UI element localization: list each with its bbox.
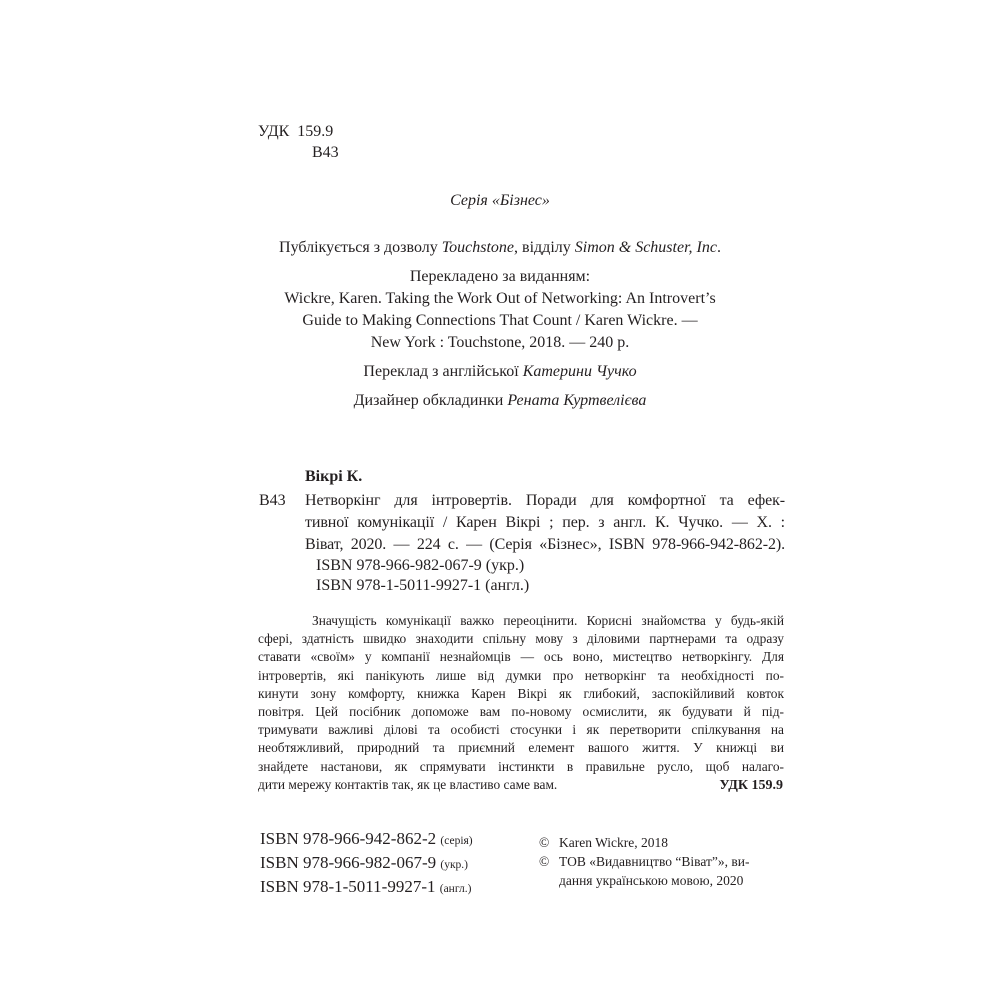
catalog-isbn-block (316, 556, 529, 596)
annotation-line: інтровертів, які панікують лише від думки про нетворкінг та необхідності по- (258, 667, 784, 683)
publisher-name: Touchstone (441, 239, 515, 256)
catalog-line: Віват, 2020. — 224 с. — (Серія «Бізнес», ISBN 978-966-942-862-2). (305, 536, 785, 553)
original-heading: Перекладено за виданням: (409, 268, 591, 285)
annotation-line: сфері, здатність швидко знаходити спільну мову з діловими партнерами та одразу (258, 631, 784, 647)
annotation-line: Значущість комунікації важко переоцінити. Корисні знайомства у будь-якій (312, 613, 784, 628)
permission-suffix: . (716, 239, 721, 256)
isbn-entry (260, 828, 473, 852)
isbn-entry (260, 876, 473, 900)
original-line: Wickre, Karen. Taking the Work Out of Networking: An Introvert’s (284, 290, 716, 307)
isbn-note: (укр.) (440, 859, 469, 871)
copyright-line: дання українською мовою, 2020 (559, 873, 744, 888)
translator-name: Катерини Чучко (522, 363, 637, 380)
permission-middle: , відділу (514, 239, 575, 256)
copyright-symbol: © (539, 835, 550, 850)
permission-prefix: Публікується з дозволу (279, 239, 442, 256)
isbn-note: (серія) (440, 835, 473, 847)
catalog-isbn-eng: ISBN 978-1-5011-9927-1 (англ.) (316, 577, 530, 594)
catalog-author: Вікрі К. (305, 468, 363, 485)
annotation-line: дити мережу контактів так, як це властиво саме вам. (258, 776, 558, 792)
annotation-line: ставати «своїм» у компанії незнайомців — ось воно, мистецтво нетворкінгу. Для (258, 649, 784, 665)
publication-permission (0, 237, 1000, 258)
original-line: Guide to Making Connections That Count / Karen Wickre. — (302, 312, 698, 329)
copyright-line: Karen Wickre, 2018 (559, 835, 669, 850)
division-name: Simon & Schuster, Inc (574, 239, 717, 256)
udk-footer: УДК 159.9 (719, 778, 783, 793)
isbn-number: ISBN 978-1-5011-9927-1 (260, 877, 436, 896)
annotation-line: повітря. Цей посібник допоможе вам по-новому осмислити, як будувати й під- (258, 704, 784, 720)
udk-label: УДК (258, 123, 290, 140)
isbn-entry (260, 852, 473, 876)
translator-prefix: Переклад з англійської (363, 363, 523, 380)
annotation-line: тримувати важливі ділові та особисті стосунки і як перетворити спілкування на (258, 722, 784, 738)
designer-name: Рената Куртвелієва (507, 392, 647, 409)
isbn-list (260, 828, 473, 900)
catalog-line: Нетворкінг для інтровертів. Поради для комфортної та ефек- (305, 492, 785, 509)
author-mark: В43 (312, 144, 339, 161)
annotation-line: знайдете настанови, як спрямувати інстинкти в правильне русло, щоб налаго- (258, 758, 784, 774)
catalog-line: тивної комунікації / Карен Вікрі ; пер. з англ. К. Чучко. — Х. : (305, 514, 785, 531)
original-line: New York : Touchstone, 2018. — 240 p. (370, 334, 630, 351)
isbn-note: (англ.) (439, 883, 472, 895)
catalog-isbn-ukr: ISBN 978-966-982-067-9 (укр.) (316, 557, 525, 574)
catalog-description (305, 490, 785, 556)
catalog-code: В43 (259, 492, 286, 509)
designer-prefix: Дизайнер обкладинки (353, 392, 508, 409)
series-line: Серія «Бізнес» (450, 192, 550, 209)
annotation-line: кинути зону комфорту, книжка Карен Вікрі як глибокий, заспокійливий ковток (258, 685, 784, 701)
annotation (258, 612, 784, 794)
isbn-number: ISBN 978-966-982-067-9 (260, 853, 437, 872)
copyright-line: ТОВ «Видавництво “Віват”», ви- (559, 854, 750, 869)
udk-header (258, 121, 339, 163)
original-edition (0, 266, 1000, 354)
annotation-line: необтяжливий, природний та приємний елемент вашого життя. У книжці ви (258, 740, 784, 756)
udk-code: 159.9 (297, 123, 334, 140)
copyright-symbol: © (539, 854, 550, 869)
copyright-block (539, 833, 749, 890)
designer-line (0, 390, 1000, 411)
translator-line (0, 361, 1000, 382)
isbn-number: ISBN 978-966-942-862-2 (260, 829, 437, 848)
